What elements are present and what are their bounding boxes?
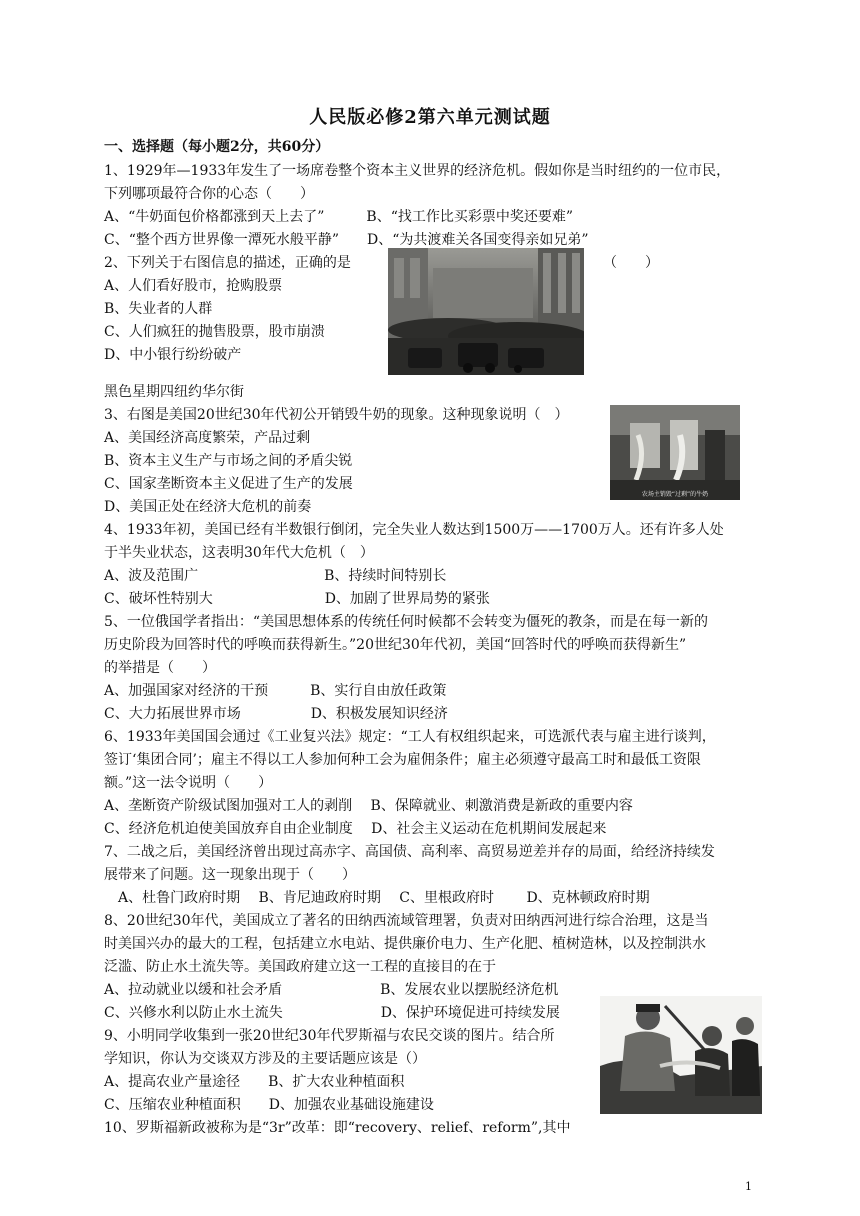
q4-options-ab: A、波及范围广 B、持续时间特别长	[104, 568, 447, 584]
q3-option-b: B、资本主义生产与市场之间的矛盾尖锐	[104, 453, 353, 469]
q4-stem-line2: 于半失业状态，这表明30年代大危机（ ）	[104, 545, 374, 561]
q6-options-ab: A、垄断资产阶级试图加强对工人的剥削 B、保障就业、刺激消费是新政的重要内容	[104, 798, 633, 814]
q5-stem-line2: 历史阶段为回答时代的呼唤而获得新生。”20世纪30年代初，美国“回答时代的呼唤而获得新生”	[104, 637, 687, 653]
q2-option-c: C、人们疯狂的抛售股票，股市崩溃	[104, 324, 325, 340]
q2-stem: 2、下列关于右图信息的描述，正确的是	[104, 255, 351, 271]
q10-stem: 10、罗斯福新政被称为是“3r”改革：即“recovery、relief、reform”,其中	[104, 1120, 571, 1136]
q2-answer-bracket: （ ）	[603, 255, 659, 271]
photo-caption-wall-street: 黑色星期四纽约华尔街	[104, 384, 244, 400]
page-number: 1	[745, 1180, 752, 1193]
q9-options-ab: A、提高农业产量途径 B、扩大农业种植面积	[104, 1074, 405, 1090]
q3-option-d: D、美国正处在经济大危机的前奏	[104, 499, 312, 515]
q2-option-b: B、失业者的人群	[104, 301, 213, 317]
q9-stem-line2: 学知识，你认为交谈双方涉及的主要话题应该是（）	[104, 1051, 426, 1067]
q5-stem-line3: 的举措是（ ）	[104, 660, 216, 676]
q7-stem-line1: 7、二战之后，美国经济曾出现过高赤字、高国债、高利率、高贸易逆差并存的局面，给经济持续发	[104, 844, 715, 860]
q8-stem-line1: 8、20世纪30年代，美国成立了著名的田纳西流域管理署，负责对田纳西河进行综合治理，这是当	[104, 913, 709, 929]
q6-options-cd: C、经济危机迫使美国放弃自由企业制度 D、社会主义运动在危机期间发展起来	[104, 821, 607, 837]
q1-options-cd: C、“整个西方世界像一潭死水般平静” D、“为共渡难关各国变得亲如兄弟”	[104, 232, 589, 248]
roosevelt-farmers-photo	[600, 996, 762, 1114]
q7-options: A、杜鲁门政府时期 B、肯尼迪政府时期 C、里根政府时 D、克林顿政府时期	[104, 890, 650, 906]
q9-options-cd: C、压缩农业种植面积 D、加强农业基础设施建设	[104, 1097, 434, 1113]
q7-stem-line2: 展带来了问题。这一现象出现于（ ）	[104, 867, 356, 883]
q8-stem-line3: 泛滥、防止水土流失等。美国政府建立这一工程的直接目的在于	[104, 959, 496, 975]
q5-stem-line1: 5、一位俄国学者指出：“美国思想体系的传统任何时候都不会转变为僵死的教条，而是在每一新的	[104, 614, 709, 630]
q5-options-cd: C、大力拓展世界市场 D、积极发展知识经济	[104, 706, 448, 722]
q3-stem: 3、右图是美国20世纪30年代初公开销毁牛奶的现象。这种现象说明（ ）	[104, 407, 569, 423]
page-title: 人民版必修2第六单元测试题	[309, 107, 551, 128]
q2-option-d: D、中小银行纷纷破产	[104, 347, 242, 363]
q2-option-a: A、人们看好股市，抢购股票	[104, 278, 283, 294]
q6-stem-line3: 额。”这一法令说明（ ）	[104, 775, 273, 791]
q9-stem-line1: 9、小明同学收集到一张20世纪30年代罗斯福与农民交谈的图片。结合所	[104, 1028, 555, 1044]
q8-stem-line2: 时美国兴办的最大的工程，包括建立水电站、提供廉价电力、生产化肥、植树造林，以及控制洪水	[104, 936, 706, 952]
q3-option-c: C、国家垄断资本主义促进了生产的发展	[104, 476, 353, 492]
wall-street-crowd-photo	[388, 248, 584, 375]
q4-stem-line1: 4、1933年初，美国已经有半数银行倒闭，完全失业人数达到1500万——1700万人。还有许多人处	[104, 522, 724, 538]
q3-option-a: A、美国经济高度繁荣，产品过剩	[104, 430, 311, 446]
section-heading: 一、选择题（每小题2分，共60分）	[104, 139, 330, 155]
q5-options-ab: A、加强国家对经济的干预 B、实行自由放任政策	[104, 683, 447, 699]
milk-dumping-photo	[610, 405, 740, 500]
q6-stem-line1: 6、1933年美国国会通过《工业复兴法》规定：“工人有权组织起来，可选派代表与雇主进行谈判，	[104, 729, 716, 745]
q1-stem-line1: 1、1929年—1933年发生了一场席卷整个资本主义世界的经济危机。假如你是当时纽约的一位市民，	[104, 163, 731, 179]
q4-options-cd: C、破坏性特别大 D、加剧了世界局势的紧张	[104, 591, 490, 607]
q1-options-ab: A、“牛奶面包价格都涨到天上去了” B、“找工作比买彩票中奖还要难”	[104, 209, 574, 225]
q6-stem-line2: 签订‘集团合同’；雇主不得以工人参加何种工会为雇佣条件；雇主必须遵守最高工时和最低工资限	[104, 752, 701, 768]
q1-stem-line2: 下列哪项最符合你的心态（ ）	[104, 186, 314, 202]
q8-options-cd: C、兴修水利以防止水土流失 D、保护环境促进可持续发展	[104, 1005, 560, 1021]
milk-photo-caption: 农场主销毁“过剩”的牛奶	[641, 491, 709, 498]
q8-options-ab: A、拉动就业以缓和社会矛盾 B、发展农业以摆脱经济危机	[104, 982, 559, 998]
